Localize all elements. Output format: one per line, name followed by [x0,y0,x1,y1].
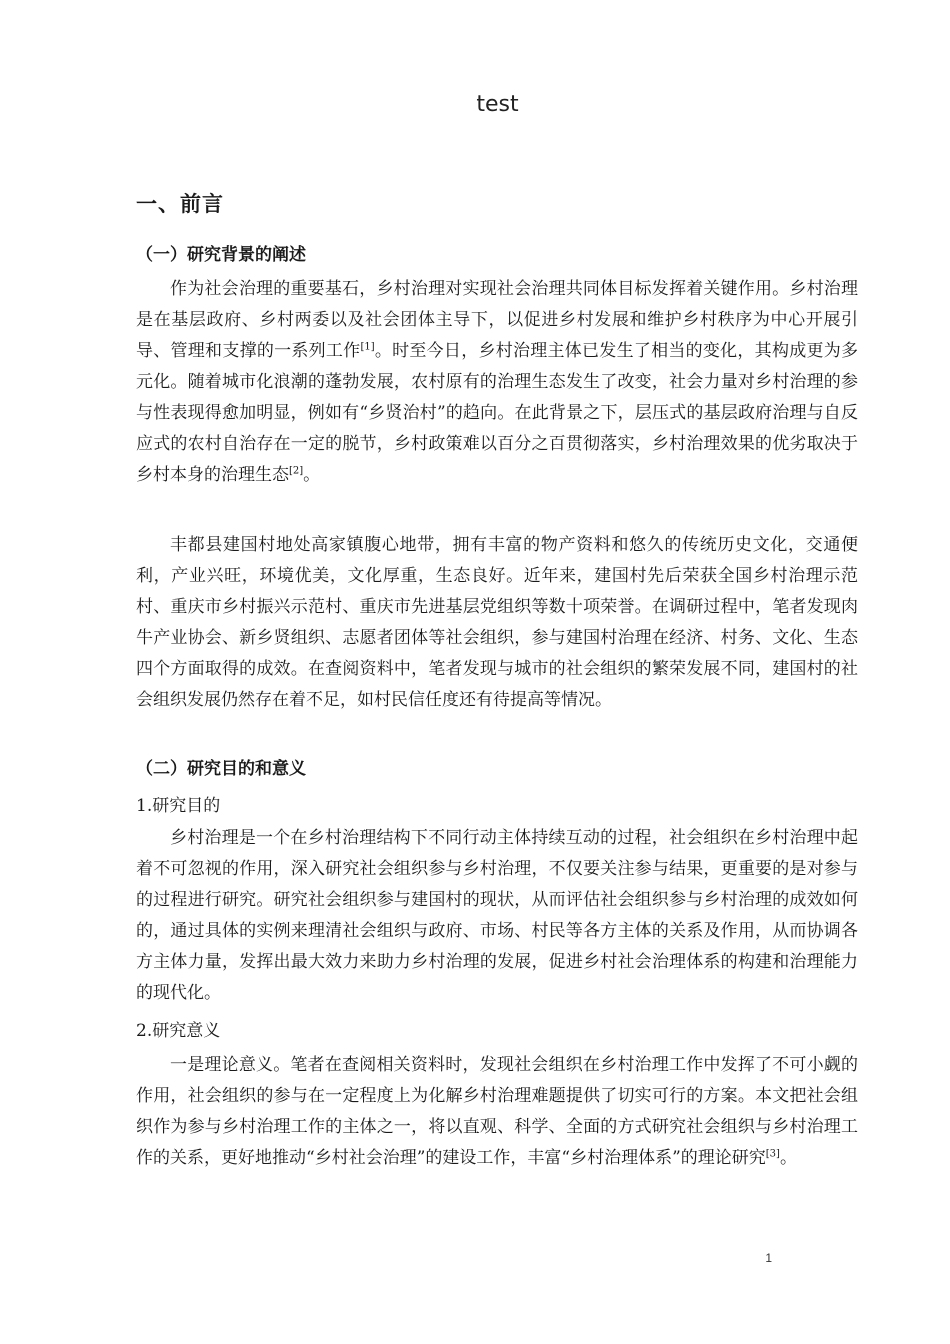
page-number: 1 [765,1251,772,1265]
paragraph-background-2: 丰都县建国村地处高家镇腹心地带，拥有丰富的物产资料和悠久的传统历史文化，交通便利，产业兴旺，环境优美，文化厚重，生态良好。近年来，建国村先后荣获全国乡村治理示范村、重庆市乡村振兴示范村、重庆市先进基层党组织等数十项荣誉。在调研过程中，笔者发现肉牛产业协会、新乡贤组织、志愿者团体等社会组织，参与建国村治理在经济、村务、文化、生态四个方面取得的成效。在查阅资料中，笔者发现与城市的社会组织的繁荣发展不同，建国村的社会组织发展仍然存在着不足，如村民信任度还有待提高等情况。 [136,535,858,710]
item-heading-research-significance: 2.研究意义 [136,1021,221,1041]
paragraph-text: 作为社会治理的重要基石，乡村治理对实现社会治理共同体目标发挥着关键作用。乡村治理是在基层政府、乡村两委以及社会团体主导下，以促进乡村发展和维护乡村秩序为中心开展引导、管理和支撑的一系列工作 [136,279,858,361]
citation-ref-2: [2] [289,465,304,477]
citation-ref-1: [1] [360,341,375,353]
paragraph-research-purpose: 乡村治理是一个在乡村治理结构下不同行动主体持续互动的过程，社会组织在乡村治理中起着不可忽视的作用，深入研究社会组织参与乡村治理，不仅要关注参与结果，更重要的是对参与的过程进行研究。研究社会组织参与建国村的现状，从而评估社会组织参与乡村治理的成效如何的，通过具体的实例来理清社会组织与政府、市场、村民等各方主体的关系及作用，从而协调各方主体力量，发挥出最大效力来助力乡村治理的发展，促进乡村社会治理体系的构建和治理能力的现代化。 [136,828,858,1003]
citation-ref-3: [3] [765,1148,780,1160]
paragraph-background-1 [136,274,858,491]
paragraph-text: 一是理论意义。笔者在查阅相关资料时，发现社会组织在乡村治理工作中发挥了不可小觑的作用，社会组织的参与在一定程度上为化解乡村治理难题提供了切实可行的方案。本文把社会组织作为参与乡村治理工作的主体之一，将以直观、科学、全面的方式研究社会组织与乡村治理工作的关系，更好地推动“乡村社会治理”的建设工作，丰富“乡村治理体系”的理论研究 [136,1055,858,1168]
document-title: test [476,92,519,117]
item-heading-research-purpose: 1.研究目的 [136,796,221,816]
paragraph-text: 。 [779,1148,797,1168]
subsection-heading-background: （一）研究背景的阐述 [136,245,306,265]
paragraph-text: 。时至今日，乡村治理主体已发生了相当的变化，其构成更为多元化。随着城市化浪潮的蓬勃发展，农村原有的治理生态发生了改变，社会力量对乡村治理的参与性表现得愈加明显，例如有“乡贤治村”的趋向。在此背景之下，层压式的基层政府治理与自反应式的农村自治存在一定的脱节，乡村政策难以百分之百贯彻落实，乡村治理效果的优劣取决于乡村本身的治理生态 [136,341,859,485]
paragraph-research-significance [136,1050,858,1174]
paragraph-text: 。 [303,465,321,485]
section-heading-preface: 一、前言 [136,192,224,216]
subsection-heading-purpose-significance: （二）研究目的和意义 [136,759,306,779]
